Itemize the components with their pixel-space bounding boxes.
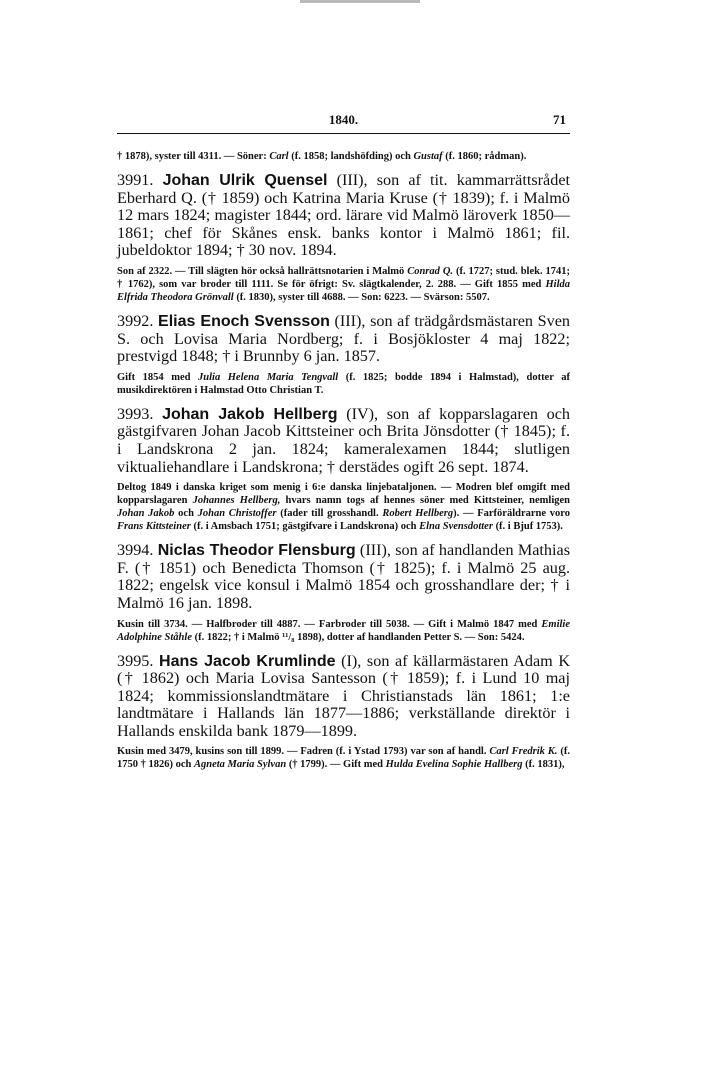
entry-number: 3994. xyxy=(117,541,154,560)
entry-3995: 3995. Hans Jacob Krumlinde (I), son af källarmästaren Adam K († 1862) och Maria Lovisa Santesson († 1859); f. i Lund 10 maj 1824; kommissionslandtmätare i Christianstads län 1861; 1:e landtmätare i Hallands län 1877—1886; verkställande direktör i Hallands enskilda bank 1879—1899. xyxy=(117,651,571,740)
header-rule xyxy=(117,133,570,134)
scan-edge-mark xyxy=(300,0,420,3)
header-year: 1840. xyxy=(328,112,359,127)
page-number: 71 xyxy=(553,112,566,127)
entry-3992: 3992. Elias Enoch Svensson (III), son af trädgårdsmästaren Sven S. och Lovisa Maria Nordberg; f. i Bosjökloster 4 maj 1822; prestvigd 1848; † i Brunnby 6 jan. 1857. xyxy=(117,311,570,366)
page-header xyxy=(117,112,570,130)
entry-3992-note: Gift 1854 med Julia Helena Maria Tengvall (f. 1825; bodde 1894 i Halmstad), dotter af musikdirektören i Halmstad Otto Christian T. xyxy=(117,371,571,396)
entry-name: Elias Enoch Svensson xyxy=(158,312,330,330)
entry-number: 3993. xyxy=(117,404,154,423)
entry-name: Johan Ulrik Quensel xyxy=(162,172,328,189)
entry-name: Hans Jacob Krumlinde xyxy=(159,652,336,670)
entry-3991-note: Son af 2322. — Till slägten hör också hallrättsnotarien i Malmö Conrad Q. (f. 1727; stud. blek. 1741; † 1762), som var broder till 1111. Se för öfrigt: Sv. slägtkalender, 2. 288. — Gift 1855 med Hilda Elfrida Theodora Grönvall (f. 1830), syster till 4688. — Son: 6223. — Svärson: 5507. xyxy=(117,265,570,303)
entry-number: 3995. xyxy=(117,651,154,670)
page-content xyxy=(117,150,570,771)
entry-3993-note: Deltog 1849 i danska kriget som menig i 6:e danska linjebataljonen. — Modren blef omgift med kopparslagaren Johannes Hellberg, hvars namn togs af hennes söner med Kittsteiner, nemligen Johan Jakob och Johan Christoffer (fader till grosshandl. Robert Hellberg). — Farföräldrarne voro Frans Kittsteiner (f. i Amsbach 1751; gästgifvare i Landskrona) och Elna Svensdotter (f. i Bjuf 1753). xyxy=(117,482,570,533)
entry-3994: 3994. Niclas Theodor Flensburg (III), son af handlanden Mathias F. († 1851) och Benedicta Thomson († 1825); f. i Malmö 25 aug. 1822; engelsk vice konsul i Malmö 1854 och grosshandlare der; † i Malmö 16 jan. 1898. xyxy=(117,541,571,612)
entry-name: Johan Jakob Hellberg xyxy=(162,405,338,423)
continuation-note: † 1878), syster till 4311. — Söner: Carl (f. 1858; landshöfding) och Gustaf (f. 1860; rådman). xyxy=(117,151,527,162)
entry-3995-note: Kusin med 3479, kusins son till 1899. — Fadren (f. i Ystad 1793) var son af handl. Carl Fredrik K. (f. 1750 † 1826) och Agneta Maria Sylvan († 1799). — Gift med Hulda Evelina Sophie Hallberg (f. 1831), xyxy=(117,746,570,771)
entry-number: 3991. xyxy=(117,171,154,189)
entry-3991: 3991. Johan Ulrik Quensel (III), son af tit. kammarrättsrådet Eberhard Q. († 1859) och Katrina Maria Kruse († 1839); f. i Malmö 12 mars 1824; magister 1844; ord. lärare vid Malmö läroverk 1850—1861; chef för Skånes ensk. banks kontor i Malmö 1861; fil. jubeldoktor 1894; † 30 nov. 1894. xyxy=(117,171,570,260)
entry-3994-note: Kusin till 3734. — Halfbroder till 4887. — Farbroder till 5038. — Gift i Malmö 1847 med Emilie Adolphine Ståhle (f. 1822; † i Malmö ¹¹/₈ 1898), dotter af handlanden Petter S. — Son: 5424. xyxy=(117,618,570,643)
entry-number: 3992. xyxy=(117,311,154,330)
entry-3993: 3993. Johan Jakob Hellberg (IV), son af kopparslagaren och gästgifvaren Johan Jacob Kittsteiner och Brita Jönsdotter († 1845); f. i Landskrona 2 jan. 1824; kameralexamen 1844; slutligen viktualiehandlare i Landskrona; † derstädes ogift 26 sept. 1874. xyxy=(117,404,571,476)
entry-name: Niclas Theodor Flensburg xyxy=(157,542,356,560)
